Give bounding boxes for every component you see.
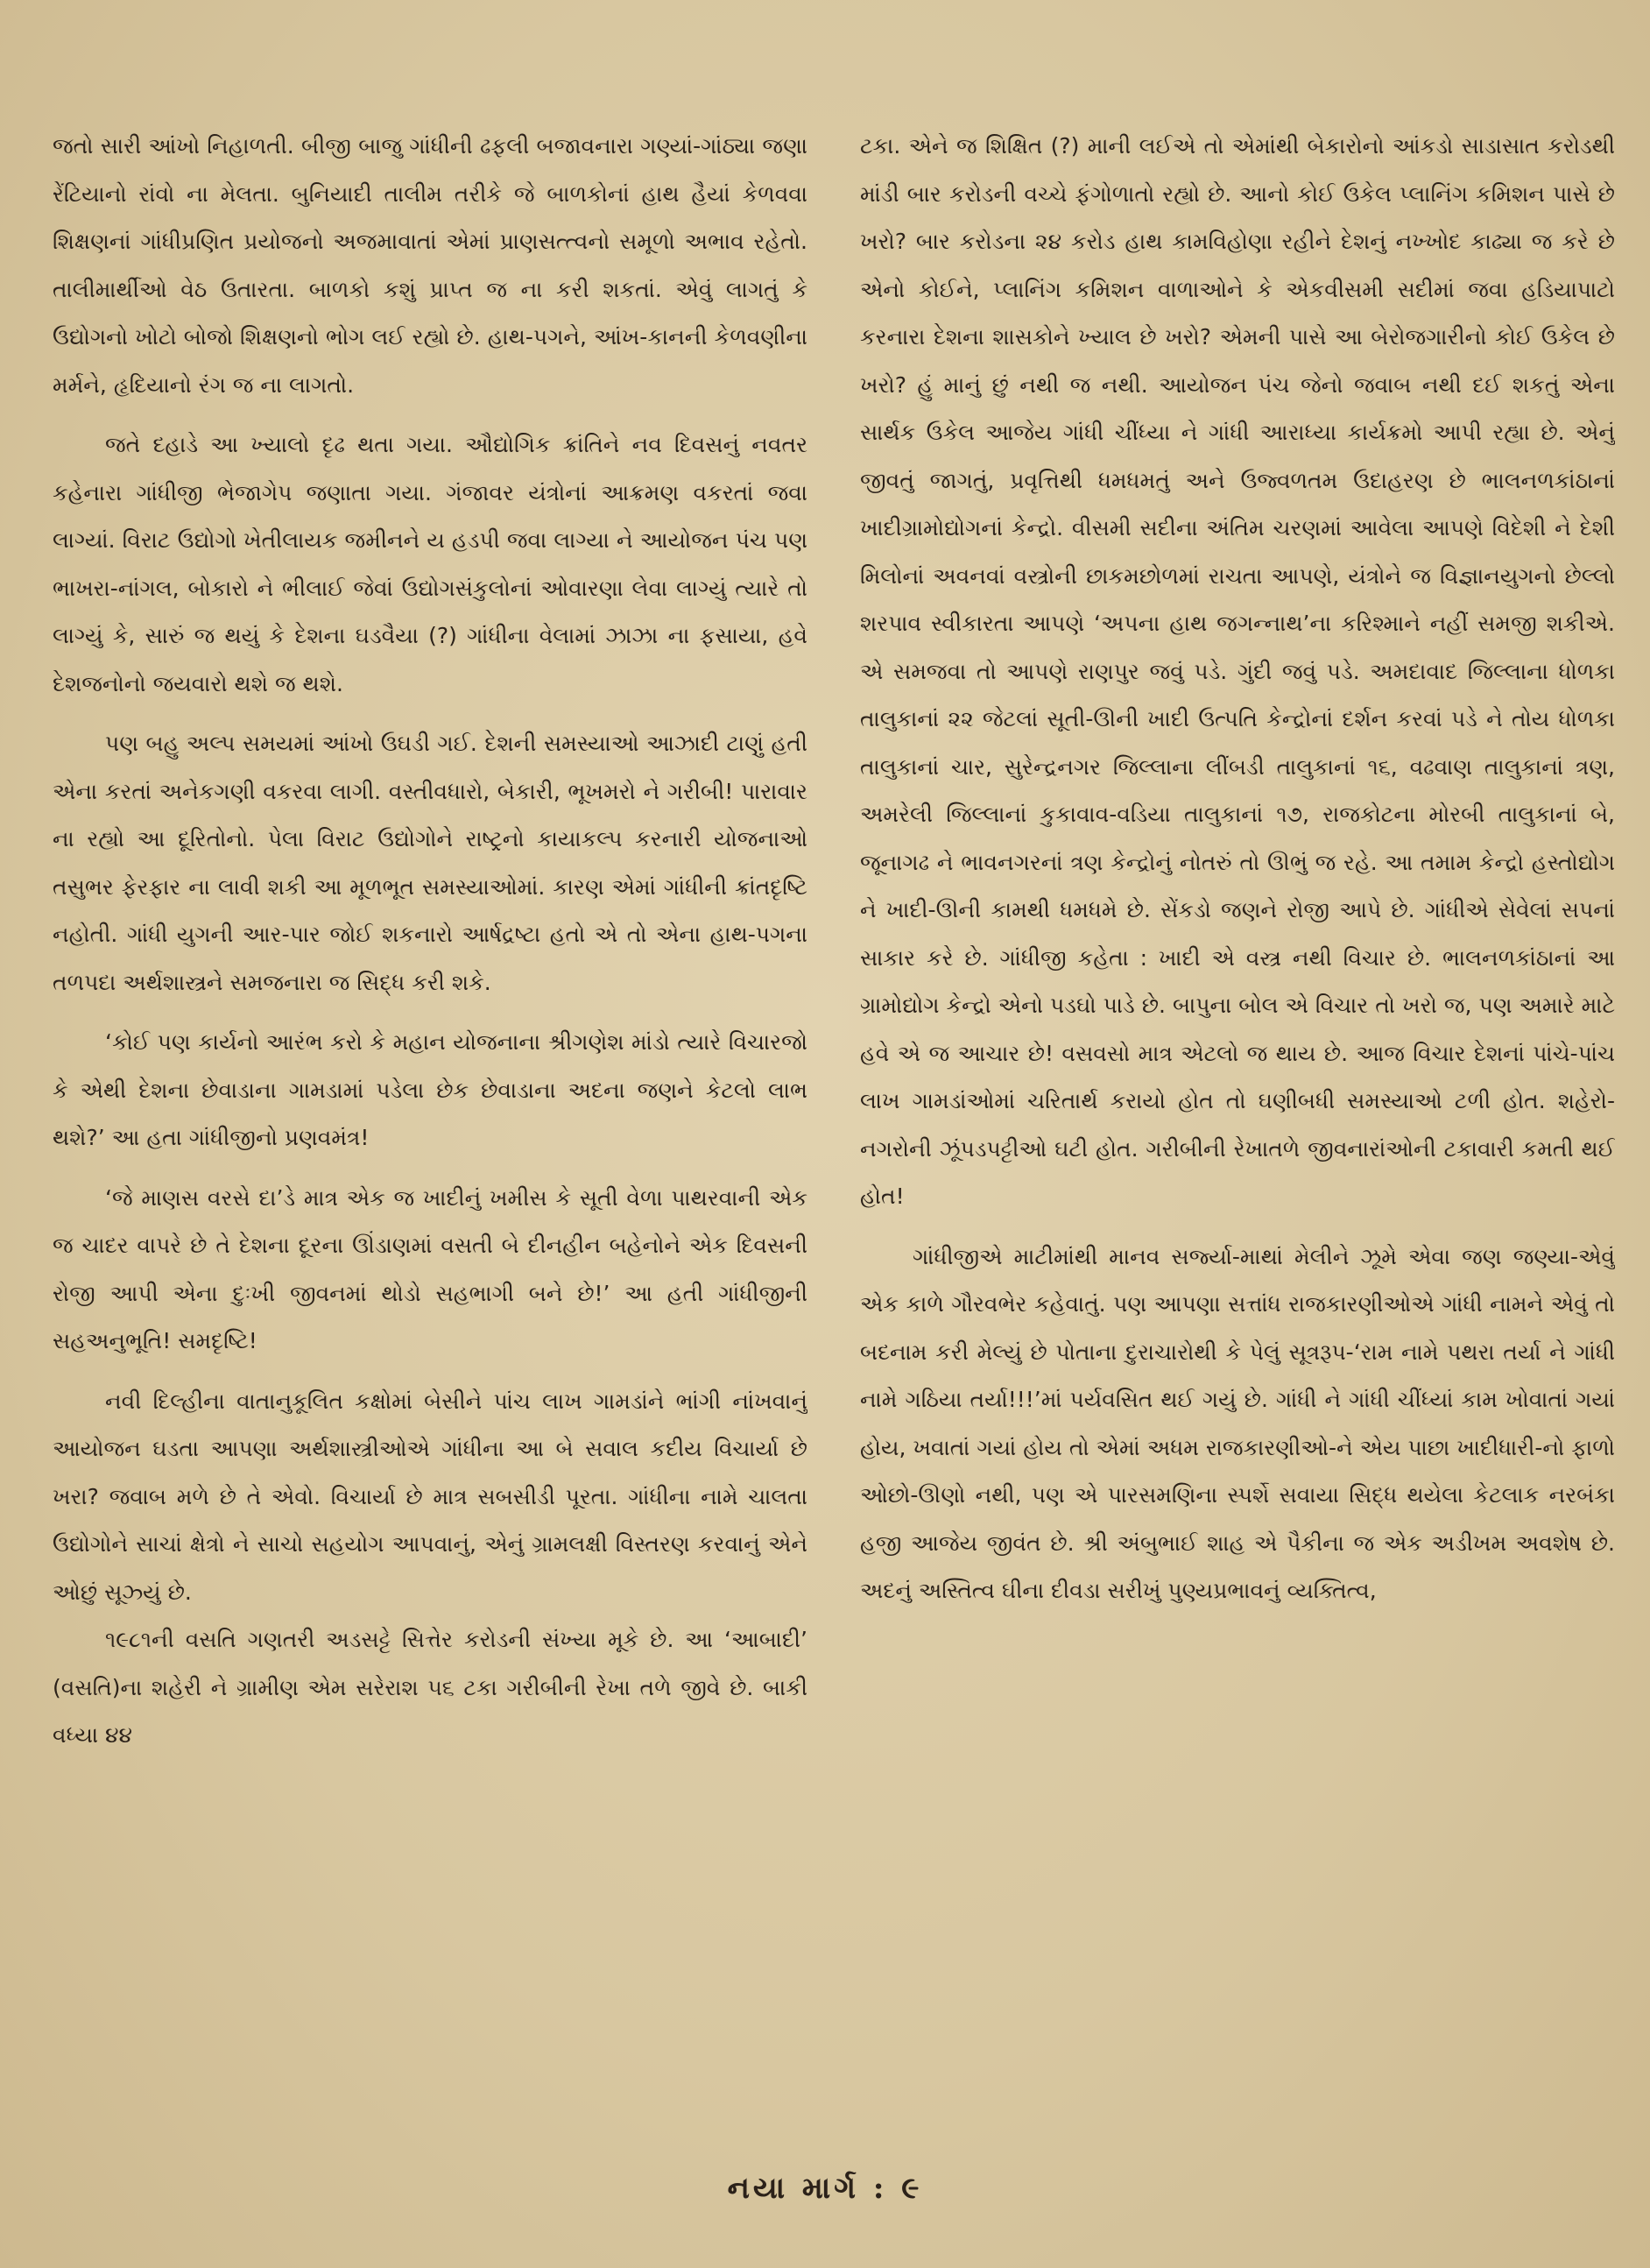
text-columns [53, 123, 1615, 2102]
paragraph: જતો સારી આંખો નિહાળતી. બીજી બાજુ ગાંધીની ઢફલી બજાવનારા ગણ્યાં-ગાંઠ્યા જણા રેંટિયાનો રાંવો ના મેલતા. બુનિયાદી તાલીમ તરીકે જે બાળકોનાં હાથ હૈયાં કેળવવા શિક્ષણનાં ગાંધીપ્રણિત પ્રયોજનો અજમાવાતાં એમાં પ્રાણસત્ત્વનો સમૂળો અભાવ રહેતો. તાલીમાર્થીઓ વેઠ ઉતારતા. બાળકો કશું પ્રાપ્ત જ ના કરી શકતાં. એવું લાગતું કે ઉદ્યોગનો ખોટો બોજો શિક્ષણનો ભોગ લઈ રહ્યો છે. હાથ-પગને, આંખ-કાનની કેળવણીના મર્મને, હૃદિયાનો રંગ જ ના લાગતો. [53, 133, 807, 398]
quote-paragraph: ‘જે માણસ વરસે દા’ડે માત્ર એક જ ખાદીનું ખમીસ કે સૂતી વેળા પાથરવાની એક જ ચાદર વાપરે છે તે દેશના દૂરના ઊંડાણમાં વસતી બે દીનહીન બહેનોને એક દિવસની રોજી આપી એના દુઃખી જીવનમાં થોડો સહભાગી બને છે!’ આ હતી ગાંધીજીની સહઅનુભૂતિ! સમદૃષ્ટિ! [53, 1184, 807, 1353]
paragraph: ટકા. એને જ શિક્ષિત (?) માની લઈએ તો એમાંથી બેકારોનો આંકડો સાડાસાત કરોડથી માંડી બાર કરોડની વચ્ચે ફંગોળાતો રહ્યો છે. આનો કોઈ ઉકેલ પ્લાનિંગ કમિશન પાસે છે ખરો? બાર કરોડના ૨૪ કરોડ હાથ કામવિહોણા રહીને દેશનું નખ્ખોદ કાઢ્યા જ કરે છે એનો કોઈને, પ્લાનિંગ કમિશન વાળાઓને કે એકવીસમી સદીમાં જવા હડિયાપાટો કરનારા દેશના શાસકોને ખ્યાલ છે ખરો? એમની પાસે આ બેરોજગારીનો કોઈ ઉકેલ છે ખરો? હું માનું છું નથી જ નથી. આયોજન પંચ જેનો જવાબ નથી દઈ શકતું એના સાર્થક ઉકેલ આજેય ગાંધી ચીંધ્યા ને ગાંધી આરાધ્યા કાર્યક્રમો આપી રહ્યા છે. એનું જીવતું જાગતું, પ્રવૃત્તિથી ધમધમતું અને ઉજ્વળતમ ઉદાહરણ છે ભાલનળકાંઠાનાં ખાદીગ્રામોદ્યોગનાં કેન્દ્રો. વીસમી સદીના અંતિમ ચરણમાં આવેલા આપણે વિદેશી ને દેશી મિલોનાં અવનવાં વસ્ત્રોની છાકમછોળમાં રાચતા આપણે, યંત્રોને જ વિજ્ઞાનયુગનો છેલ્લો શરપાવ સ્વીકારતા આપણે ‘અપના હાથ જગન્નાથ’ના કરિશ્માને નહીં સમજી શકીએ. એ સમજવા તો આપણે રાણપુર જવું પડે. ગુંદી જવું પડે. અમદાવાદ જિલ્લાના ધોળકા તાલુકાનાં ૨૨ જેટલાં સૂતી-ઊની ખાદી ઉત્પતિ કેન્દ્રોનાં દર્શન કરવાં પડે ને તોય ધોળકા તાલુકાનાં ચાર, સુરેન્દ્રનગર જિલ્લાના લીંબડી તાલુકાનાં ૧૬, વઢવાણ તાલુકાનાં ત્રણ, અમરેલી જિલ્લાનાં કુકાવાવ-વડિયા તાલુકાનાં ૧૭, રાજકોટના મોરબી તાલુકાનાં બે, જૂનાગઢ ને ભાવનગરનાં ત્રણ કેન્દ્રોનું નોતરું તો ઊભું જ રહે. આ તમામ કેન્દ્રો હસ્તોદ્યોગ ને ખાદી-ઊની કામથી ધમધમે છે. સેંકડો જણને રોજી આપે છે. ગાંધીએ સેવેલાં સપનાં સાકાર કરે છે. ગાંધીજી કહેતા : ખાદી એ વસ્ત્ર નથી વિચાર છે. ભાલનળકાંઠાનાં આ ગ્રામોદ્યોગ કેન્દ્રો એનો પડઘો પાડે છે. બાપુના બોલ એ વિચાર તો ખરો જ, પણ અમારે માટે હવે એ જ આચાર છે! વસવસો માત્ર એટલો જ થાય છે. આજ વિચાર દેશનાં પાંચે-પાંચ લાખ ગામડાંઓમાં ચરિતાર્થ કરાયો હોત તો ઘણીબધી સમસ્યાઓ ટળી હોત. શહેરો-નગરોની ઝૂંપડપટ્ટીઓ ઘટી હોત. ગરીબીની રેખાતળે જીવનારાંઓની ટકાવારી કમતી થઈ હોત! [860, 133, 1615, 1209]
page-footer: નયા માર્ગ : ૯ [727, 2171, 923, 2206]
left-column [53, 123, 807, 2102]
quote-paragraph: ‘કોઈ પણ કાર્યનો આરંભ કરો કે મહાન યોજનાના શ્રીગણેશ માંડો ત્યારે વિચારજો કે એથી દેશના છેવાડાના ગામડામાં પડેલા છેક છેવાડાના અદના જણને કેટલો લાભ થશે?’ આ હતા ગાંધીજીનો પ્રણવમંત્ર! [53, 1029, 807, 1150]
paragraph: ગાંધીજીએ માટીમાંથી માનવ સર્જ્યા-માથાં મેલીને ઝૂમે એવા જણ જણ્યા-એવું એક કાળે ગૌરવભેર કહેવાતું. પણ આપણા સત્તાંધ રાજકારણીઓએ ગાંધી નામને એવું તો બદનામ કરી મેલ્યું છે પોતાના દુરાચારોથી કે પેલું સૂત્રરૂપ-‘રામ નામે પથરા તર્યા ને ગાંધી નામે ગઠિયા તર્યા!!!’માં પર્યવસિત થઈ ગયું છે. ગાંધી ને ગાંધી ચીંધ્યાં કામ ખોવાતાં ગયાં હોય, ખવાતાં ગયાં હોય તો એમાં અધમ રાજકારણીઓ-ને એય પાછા ખાદીધારી-નો ફાળો ઓછો-ઊણો નથી, પણ એ પારસમણિના સ્પર્શે સવાયા સિદ્ધ થયેલા કેટલાક નરબંકા હજી આજેય જીવંત છે. શ્રી અંબુભાઈ શાહ એ પૈકીના જ એક અડીખમ અવશેષ છે. અદનું અસ્તિત્વ ઘીના દીવડા સરીખું પુણ્યપ્રભાવનું વ્યક્તિત્વ, [860, 1243, 1615, 1603]
right-column [860, 123, 1615, 2102]
paragraph: ૧૯૮૧ની વસતિ ગણતરી અડસટ્ટે સિત્તેર કરોડની સંખ્યા મૂકે છે. આ ‘આબાદી’ (વસતિ)ના શહેરી ને ગ્રામીણ એમ સરેરાશ ૫૬ ટકા ગરીબીની રેખા તળે જીવે છે. બાકી વધ્યા ૪૪ [53, 1627, 807, 1748]
paragraph: પણ બહુ અલ્પ સમયમાં આંખો ઉઘડી ગઈ. દેશની સમસ્યાઓ આઝાદી ટાણું હતી એના કરતાં અનેકગણી વકરવા લાગી. વસ્તીવધારો, બેકારી, ભૂખમરો ને ગરીબી! પારાવાર ના રહ્યો આ દૂરિતોનો. પેલા વિરાટ ઉદ્યોગોને રાષ્ટ્રનો કાયાકલ્પ કરનારી યોજનાઓ તસુભર ફેરફાર ના લાવી શકી આ મૂળભૂત સમસ્યાઓમાં. કારણ એમાં ગાંધીની ક્રાંતદૃષ્ટિ નહોતી. ગાંધી યુગની આર-પાર જોઈ શકનારો આર્ષદ્રષ્ટા હતો એ તો એના હાથ-પગના તળપદા અર્થશાસ્ત્રને સમજનારા જ સિદ્ધ કરી શકે. [53, 731, 807, 995]
paragraph: નવી દિલ્હીના વાતાનુકૂલિત કક્ષોમાં બેસીને પાંચ લાખ ગામડાંને ભાંગી નાંખવાનું આયોજન ઘડતા આપણા અર્થશાસ્ત્રીઓએ ગાંધીના આ બે સવાલ કદીય વિચાર્યા છે ખરા? જવાબ મળે છે તે એવો. વિચાર્યા છે માત્ર સબસીડી પૂરતા. ગાંધીના નામે ચાલતા ઉદ્યોગોને સાચાં ક્ષેત્રો ને સાચો સહયોગ આપવાનું, એનું ગ્રામલક્ષી વિસ્તરણ કરવાનું એને ઓછું સૂઝ્યું છે. [53, 1388, 807, 1605]
paragraph: જતે દહાડે આ ખ્યાલો દૃઢ થતા ગયા. ઔદ્યોગિક ક્રાંતિને નવ દિવસનું નવતર કહેનારા ગાંધીજી ભેજાગેપ જણાતા ગયા. ગંજાવર યંત્રોનાં આક્રમણ વકરતાં જવા લાગ્યાં. વિરાટ ઉદ્યોગો ખેતીલાયક જમીનને ય હડપી જવા લાગ્યા ને આયોજન પંચ પણ ભાખરા-નાંગલ, બોકારો ને ભીલાઈ જેવાં ઉદ્યોગસંકુલોનાં ઓવારણા લેવા લાગ્યું ત્યારે તો લાગ્યું કે, સારું જ થયું કે દેશના ઘડવૈયા (?) ગાંધીના વેલામાં ઝાઝા ના ફસાયા, હવે દેશજનોનો જયવારો થશે જ થશે. [53, 432, 807, 696]
